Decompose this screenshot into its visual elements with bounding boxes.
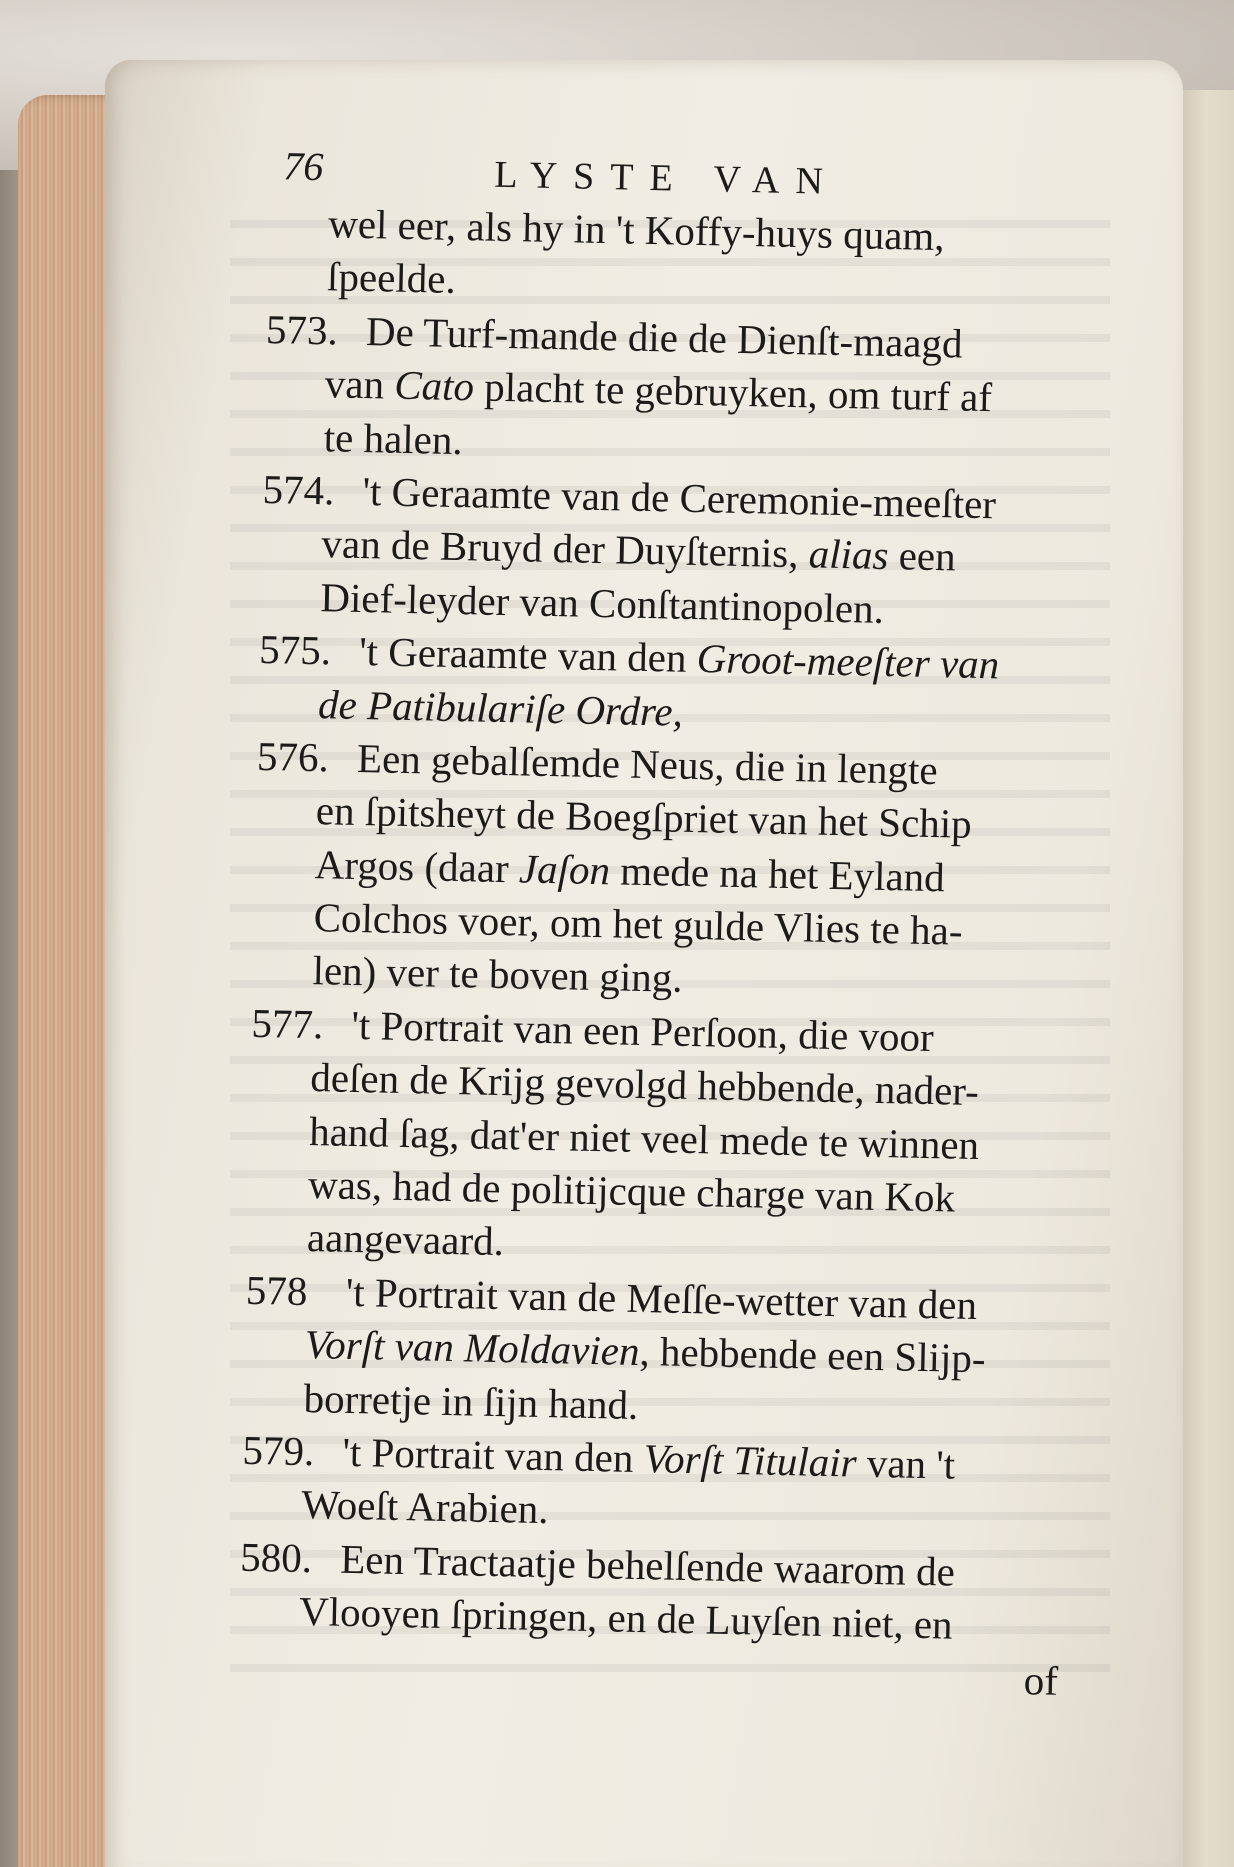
line-text-mixed xyxy=(314,841,945,900)
line-text: wel eer, als hy in 't Koffy-huys quam, xyxy=(327,200,946,260)
roman-text: 't Portrait van den xyxy=(342,1428,645,1482)
roman-text: een xyxy=(888,532,957,580)
line-text: 't Geraamte van de Ceremonie-meeſter xyxy=(362,467,997,528)
entry-number: 575. xyxy=(258,626,332,674)
line-text: Een gebalſemde Neus, die in lengte xyxy=(356,734,939,794)
entry-number: 576. xyxy=(256,732,330,781)
line-text: te halen. xyxy=(323,413,464,463)
page-number: 76 xyxy=(282,143,324,190)
line-text: hand ſag, dat'er niet veel mede te winnen xyxy=(308,1107,980,1168)
line-text: De Turf-mande die de Dienſt-maagd xyxy=(365,307,964,367)
entry-number: 573. xyxy=(265,305,339,354)
entry-number: 578 xyxy=(245,1266,308,1314)
line-text: ſpeelde. xyxy=(326,253,457,303)
italic-text: Cato xyxy=(393,361,475,410)
entry-number: 579. xyxy=(242,1426,315,1475)
roman-text: Argos (daar xyxy=(314,840,520,892)
roman-text: van de Bruyd der Duyſternis, xyxy=(321,520,810,577)
roman-text: placht te gebruyken, om turf af xyxy=(473,363,993,421)
line-text: Colchos voer, om het gulde Vlies te ha- xyxy=(313,894,963,954)
entry-number: 580. xyxy=(239,1533,313,1581)
italic-text: Jaſon xyxy=(518,845,611,893)
line-text: Woeſt Arabien. xyxy=(300,1481,550,1533)
entry-number: 577. xyxy=(251,999,324,1048)
roman-text: van xyxy=(324,360,395,408)
italic-text: alias xyxy=(808,530,890,579)
line-text: en ſpitsheyt de Boegſpriet van het Schip xyxy=(315,787,973,848)
italic-text: Vorſt Titulair xyxy=(643,1435,858,1486)
italic-text: Vorſt van Moldavien xyxy=(304,1321,640,1375)
line-text: Een Tractaatje behelſende waarom de xyxy=(339,1535,956,1595)
roman-text: mede na het Eyland xyxy=(609,846,946,900)
roman-text: , hebbende een Slijp- xyxy=(639,1328,987,1382)
entry-number: 574. xyxy=(262,465,335,514)
entry-list xyxy=(238,196,1119,1708)
line-text: 't Portrait van de Meſſe-wetter van den xyxy=(345,1268,978,1328)
line-text: deſen de Krijg gevolgd hebbende, nader- xyxy=(309,1054,980,1115)
page-text xyxy=(238,140,1120,1708)
line-text-mixed xyxy=(304,1321,986,1381)
line-text: 't Portrait van een Perſoon, die voor xyxy=(351,1001,935,1060)
roman-text: van 't xyxy=(856,1439,956,1488)
running-head: LYSTE VAN xyxy=(493,153,840,203)
line-text: Vlooyen ſpringen, en de Luyſen niet, en xyxy=(298,1588,954,1648)
line-text: was, had de politijcque charge van Kok xyxy=(307,1161,956,1221)
line-text-mixed xyxy=(324,360,992,420)
line-text: aangevaard. xyxy=(306,1214,505,1265)
line-text: Dief-leyder van Conſtantinopolen. xyxy=(319,573,885,632)
line-text-mixed xyxy=(318,681,684,735)
line-text: len) ver te boven ging. xyxy=(312,947,684,1002)
roman-text: 't Geraamte van den xyxy=(358,628,698,682)
line-text: of xyxy=(1023,1656,1059,1704)
line-text-mixed xyxy=(321,521,956,580)
italic-text: Groot-meeſter van xyxy=(696,635,1000,688)
line-text: borretje in ſijn hand. xyxy=(303,1374,639,1428)
italic-text: de Patibulariſe Ordre, xyxy=(317,680,684,735)
